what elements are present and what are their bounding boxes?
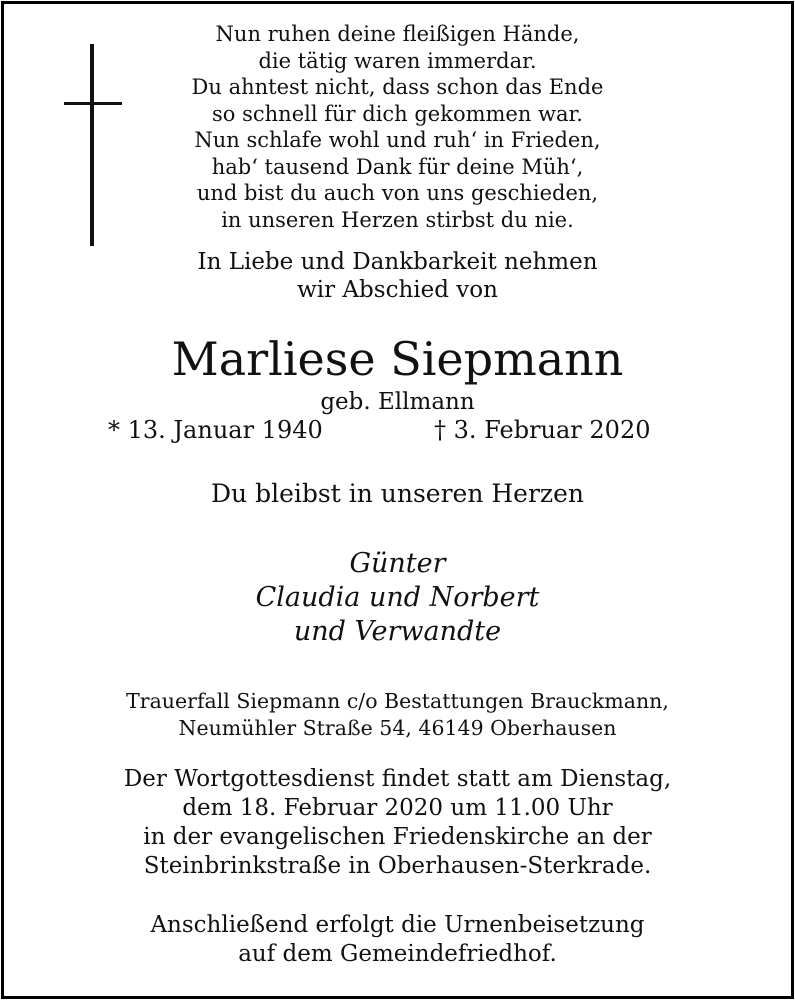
service-line: Steinbrinkstraße in Oberhausen-Sterkrade. xyxy=(143,853,652,879)
poem xyxy=(0,21,795,233)
contact-address xyxy=(0,688,795,742)
death-date: † 3. Februar 2020 xyxy=(434,416,651,444)
poem-line: Du ahntest nicht, dass schon das Ende xyxy=(191,75,604,99)
service-line: Der Wortgottesdienst findet statt am Dienstag, xyxy=(123,766,672,792)
address-line: Neumühler Straße 54, 46149 Oberhausen xyxy=(178,716,617,740)
mourner-line: und Verwandte xyxy=(293,616,502,647)
burial-info xyxy=(0,911,795,969)
service-info xyxy=(0,765,795,881)
mourners xyxy=(0,547,795,649)
poem-line: und bist du auch von uns geschieden, xyxy=(196,181,599,205)
burial-line: Anschließend erfolgt die Urnenbeisetzung xyxy=(150,912,645,938)
mourner-line: Claudia und Norbert xyxy=(255,582,540,613)
service-line: in der evangelischen Friedenskirche an der xyxy=(143,824,652,850)
intro-line: wir Abschied von xyxy=(297,277,498,303)
poem-line: in unseren Herzen stirbst du nie. xyxy=(221,207,574,232)
poem-line: so schnell für dich gekommen war. xyxy=(212,101,583,126)
poem-line: hab‘ tausend Dank für deine Müh‘, xyxy=(211,154,584,179)
mourner-line: Günter xyxy=(349,548,446,579)
birth-name: geb. Ellmann xyxy=(320,389,475,415)
motto: Du bleibst in unseren Herzen xyxy=(211,479,584,508)
address-line: Trauerfall Siepmann c/o Bestattungen Brauckmann, xyxy=(126,689,669,713)
deceased-name: Marliese Siepmann xyxy=(171,332,624,386)
poem-line: die tätig waren immerdar. xyxy=(258,48,537,73)
farewell-intro xyxy=(0,248,795,304)
birth-date: * 13. Januar 1940 xyxy=(108,416,323,444)
service-line: dem 18. Februar 2020 um 11.00 Uhr xyxy=(182,795,613,821)
burial-line: auf dem Gemeindefriedhof. xyxy=(238,941,557,967)
poem-line: Nun ruhen deine fleißigen Hände, xyxy=(215,22,580,46)
poem-line: Nun schlafe wohl und ruh‘ in Frieden, xyxy=(194,128,601,152)
intro-line: In Liebe und Dankbarkeit nehmen xyxy=(197,249,598,275)
